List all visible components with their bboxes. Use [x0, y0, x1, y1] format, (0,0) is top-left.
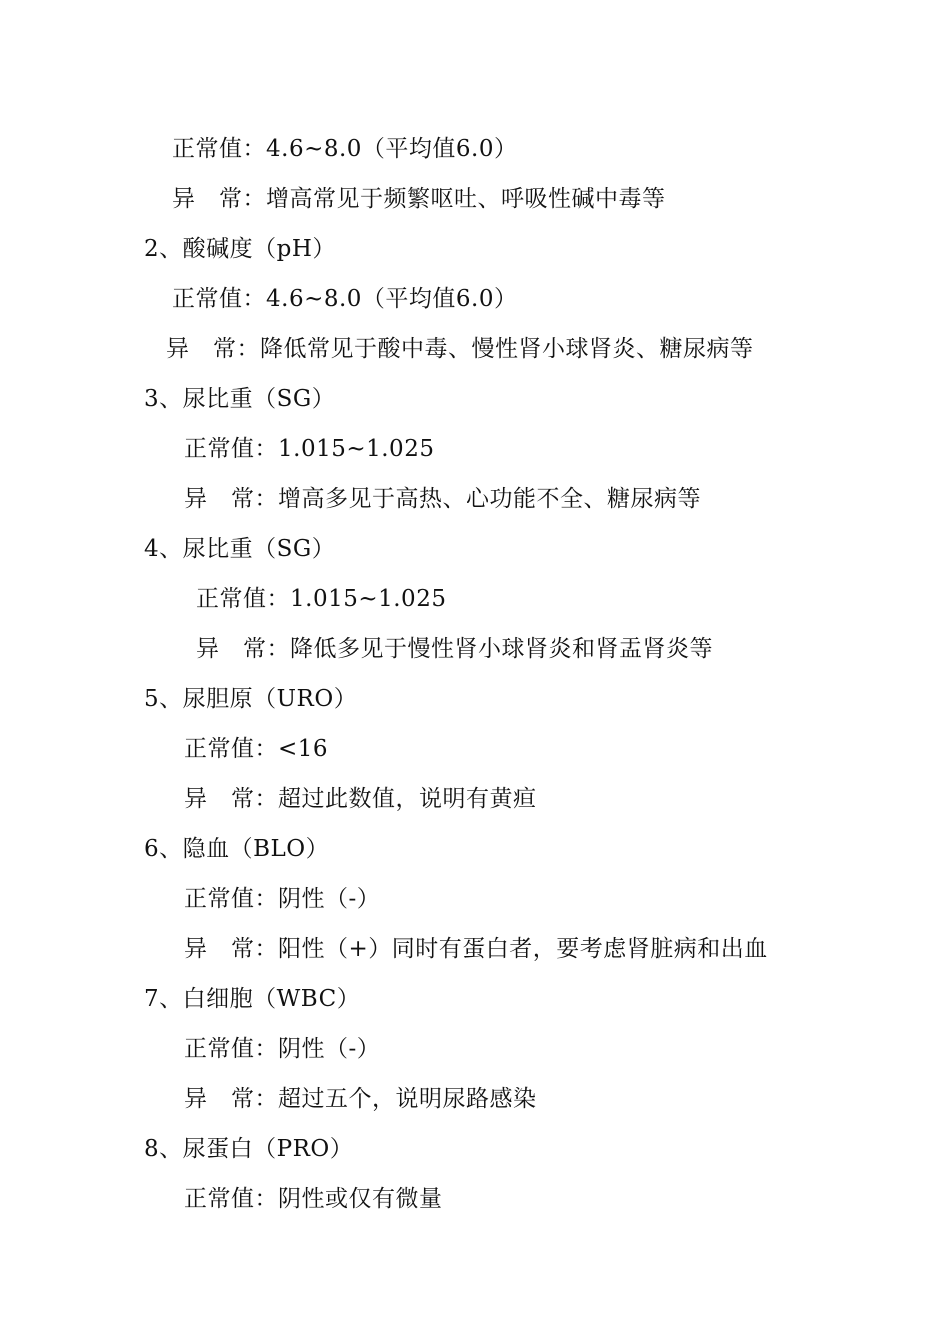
section-heading-sg-2: 4、尿比重（SG） [144, 536, 336, 562]
abnormal-note-line: 异 常：降低常见于酸中毒、慢性肾小球肾炎、糖尿病等 [166, 336, 754, 362]
normal-value-line: 正常值：阴性（-） [184, 886, 381, 912]
abnormal-note-line: 异 常：增高多见于高热、心功能不全、糖尿病等 [184, 486, 701, 512]
abnormal-note-line: 异 常：降低多见于慢性肾小球肾炎和肾盂肾炎等 [196, 636, 713, 662]
normal-value-line: 正常值：1.015~1.025 [184, 436, 435, 462]
normal-value-line: 正常值：4.6~8.0（平均值6.0） [172, 286, 518, 312]
normal-value-line: 正常值：阴性（-） [184, 1036, 381, 1062]
abnormal-note-line: 异 常：超过此数值，说明有黄疸 [184, 786, 537, 812]
section-heading-ph: 2、酸碱度（pH） [144, 236, 336, 262]
section-heading-pro: 8、尿蛋白（PRO） [144, 1136, 354, 1162]
normal-value-line: 正常值：阴性或仅有微量 [184, 1186, 443, 1212]
section-heading-sg: 3、尿比重（SG） [144, 386, 336, 412]
abnormal-note-line: 异 常：超过五个，说明尿路感染 [184, 1086, 537, 1112]
abnormal-note-line: 异 常：增高常见于频繁呕吐、呼吸性碱中毒等 [172, 186, 666, 212]
section-heading-uro: 5、尿胆原（URO） [144, 686, 358, 712]
normal-value-line: 正常值：<16 [184, 736, 329, 762]
normal-value-line: 正常值：1.015~1.025 [196, 586, 447, 612]
section-heading-blo: 6、隐血（BLO） [144, 836, 330, 862]
section-heading-wbc: 7、白细胞（WBC） [144, 986, 361, 1012]
normal-value-line: 正常值：4.6~8.0（平均值6.0） [172, 136, 518, 162]
abnormal-note-line: 异 常：阳性（+）同时有蛋白者，要考虑肾脏病和出血 [184, 936, 768, 962]
